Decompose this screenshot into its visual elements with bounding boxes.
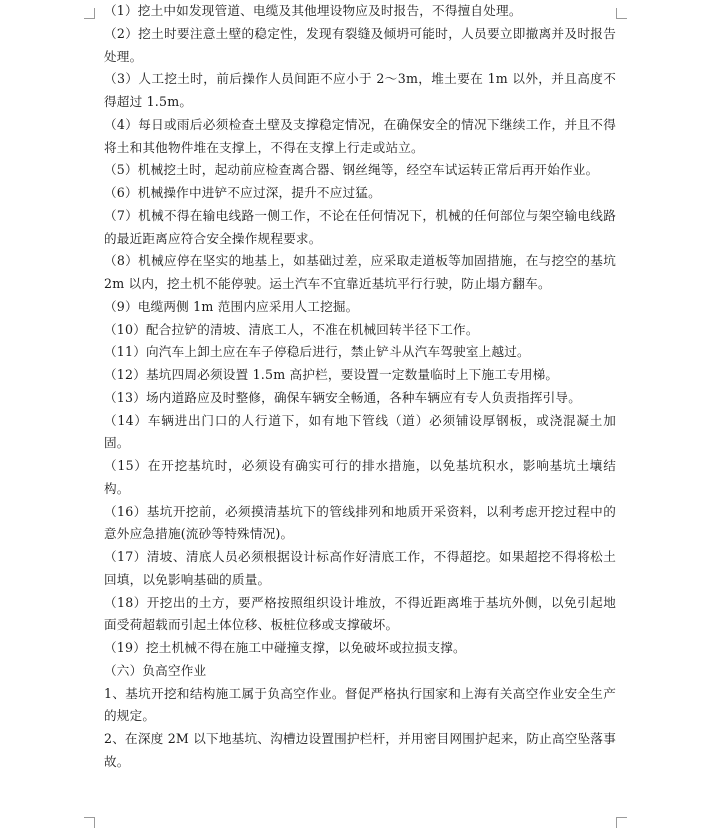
document-body xyxy=(104,0,616,774)
paragraph-2: （2）挖土时要注意土壁的稳定性，发现有裂缝及倾坍可能时，人员要立即撤离并及时报告处理。 xyxy=(104,25,616,64)
paragraph-section6-2: 2、在深度 2M 以下地基坑、沟槽边设置围护栏杆，并用密目网围护起来，防止高空坠落事故。 xyxy=(104,731,616,769)
paragraph-12: （12）基坑四周必须设置 1.5m 高护栏，要设置一定数量临时上下施工专用梯。 xyxy=(104,367,559,382)
paragraph-5: （5）机械挖土时，起动前应检查离合器、钢丝绳等，经空车试运转正常后再开始作业。 xyxy=(104,162,599,178)
paragraph-16: （16）基坑开挖前，必须摸清基坑下的管线排列和地质开采资料，以利考虑开挖过程中的意外应急措施(流砂等特殊情况)。 xyxy=(104,503,616,542)
paragraph-8: （8）机械应停在坚实的地基上，如基础过差，应采取走道板等加固措施，在与挖空的基坑 2m 以内，挖土机不能停驶。运土汽车不宜靠近基坑平行行驶，防止塌方翻车。 xyxy=(104,253,616,291)
paragraph-17: （17）清坡、清底人员必须根据设计标高作好清底工作，不得超挖。如果超挖不得将松土回填，以免影响基础的质量。 xyxy=(104,549,616,587)
margin-corner-mark-top-right xyxy=(616,8,627,19)
paragraph-section6-1: 1、基坑开挖和结构施工属于负高空作业。督促严格执行国家和上海有关高空作业安全生产的规定。 xyxy=(104,685,616,724)
paragraph-7: （7）机械不得在输电线路一侧工作，不论在任何情况下，机械的任何部位与架空输电线路的最近距离应符合安全操作规程要求。 xyxy=(104,207,616,246)
margin-corner-mark-bottom-left xyxy=(84,817,95,828)
margin-corner-mark-bottom-right xyxy=(616,817,627,828)
paragraph-15: （15）在开挖基坑时，必须设有确实可行的排水措施，以免基坑积水，影响基坑土壤结构。 xyxy=(104,458,616,496)
paragraph-11: （11）向汽车上卸土应在车子停稳后进行，禁止铲斗从汽车驾驶室上越过。 xyxy=(104,344,530,360)
section-heading-6: （六）负高空作业 xyxy=(104,662,207,678)
paragraph-13: （13）场内道路应及时整修，确保车辆安全畅通，各种车辆应有专人负责指挥引导。 xyxy=(104,389,581,405)
paragraph-4: （4）每日或雨后必须检查土壁及支撑稳定情况，在确保安全的情况下继续工作，并且不得将土和其他物件堆在支撑上，不得在支撑上行走或站立。 xyxy=(104,116,616,155)
paragraph-9: （9）电缆两侧 1m 范围内应采用人工挖掘。 xyxy=(104,298,359,314)
paragraph-1: （1）挖土中如发现管道、电缆及其他埋设物应及时报告，不得擅自处理。 xyxy=(104,3,522,18)
paragraph-10: （10）配合拉铲的清坡、清底工人，不准在机械回转半径下工作。 xyxy=(104,321,479,337)
paragraph-6: （6）机械操作中进铲不应过深，提升不应过猛。 xyxy=(104,185,381,200)
margin-corner-mark-top-left xyxy=(84,8,95,19)
paragraph-14: （14）车辆进出门口的人行道下，如有地下管线（道）必须铺设厚钢板，或浇混凝土加固。 xyxy=(104,412,616,451)
paragraph-19: （19）挖土机械不得在施工中碰撞支撑，以免破坏或拉损支撑。 xyxy=(104,640,466,655)
paragraph-18: （18）开挖出的土方，要严格按照组织设计堆放，不得近距离堆于基坑外侧，以免引起地面受荷超载而引起土体位移、板桩位移或支撑破坏。 xyxy=(104,594,616,633)
paragraph-3: （3）人工挖土时，前后操作人员间距不应小于 2～3m，堆土要在 1m 以外，并且高度不得超过 1.5m。 xyxy=(104,71,616,109)
